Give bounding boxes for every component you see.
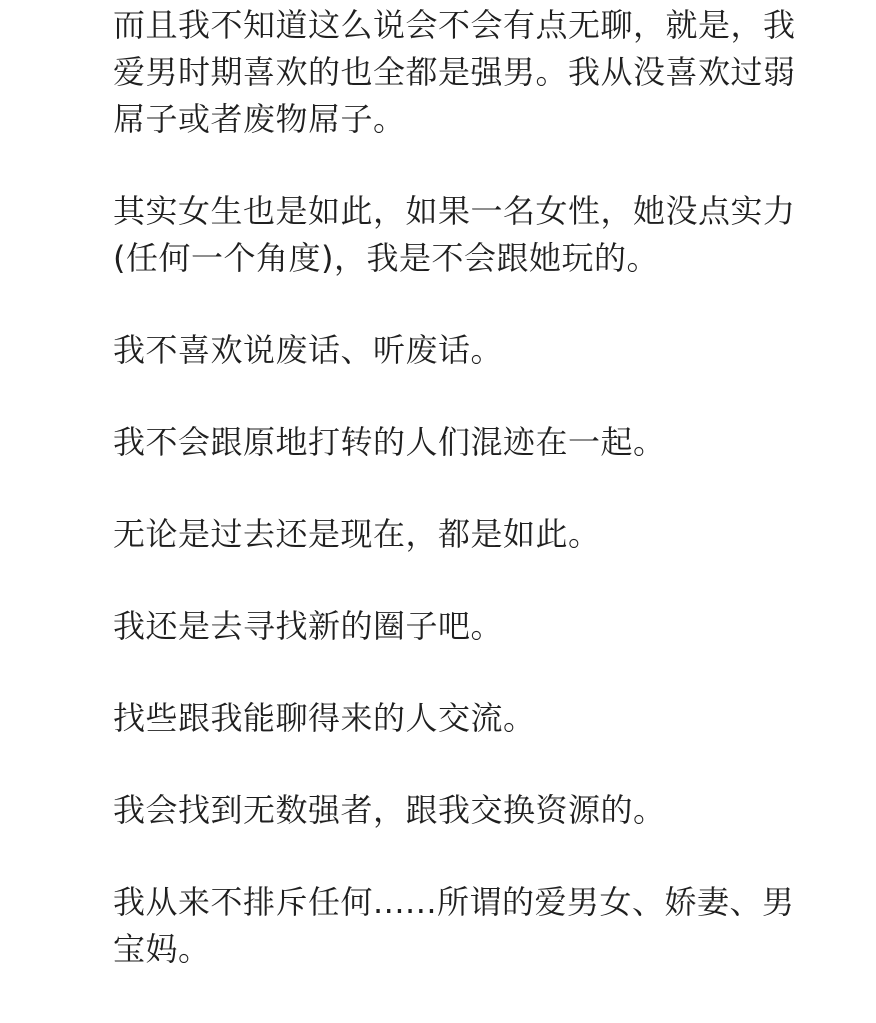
text-line: 我不会跟原地打转的人们混迹在一起。 <box>113 423 666 461</box>
text-line: 我从来不排斥任何......所谓的爱男女、娇妻、男 <box>113 883 795 921</box>
paragraph <box>113 603 858 650</box>
text-line: (任何一个角度)，我是不会跟她玩的。 <box>113 239 659 277</box>
text-line: 其实女生也是如此，如果一名女性，她没点实力 <box>113 192 796 230</box>
text-line: 无论是过去还是现在，都是如此。 <box>113 515 601 553</box>
paragraph <box>113 511 858 558</box>
paragraph <box>113 2 858 143</box>
text-line: 找些跟我能聊得来的人交流。 <box>113 699 536 737</box>
paragraph <box>113 695 858 742</box>
text-line: 爱男时期喜欢的也全都是强男。我从没喜欢过弱 <box>113 53 796 91</box>
text-line: 我还是去寻找新的圈子吧。 <box>113 607 504 645</box>
paragraph <box>113 419 858 466</box>
post-body <box>113 0 858 1018</box>
text-line: 屌子或者废物屌子。 <box>113 100 406 138</box>
text-line: 宝妈。 <box>113 930 211 968</box>
paragraph <box>113 327 858 374</box>
text-line: 我不喜欢说废话、听废话。 <box>113 331 504 369</box>
text-line: 而且我不知道这么说会不会有点无聊，就是，我 <box>113 6 796 44</box>
paragraph <box>113 879 858 973</box>
paragraph <box>113 188 858 282</box>
paragraph <box>113 787 858 834</box>
text-line: 我会找到无数强者，跟我交换资源的。 <box>113 791 666 829</box>
